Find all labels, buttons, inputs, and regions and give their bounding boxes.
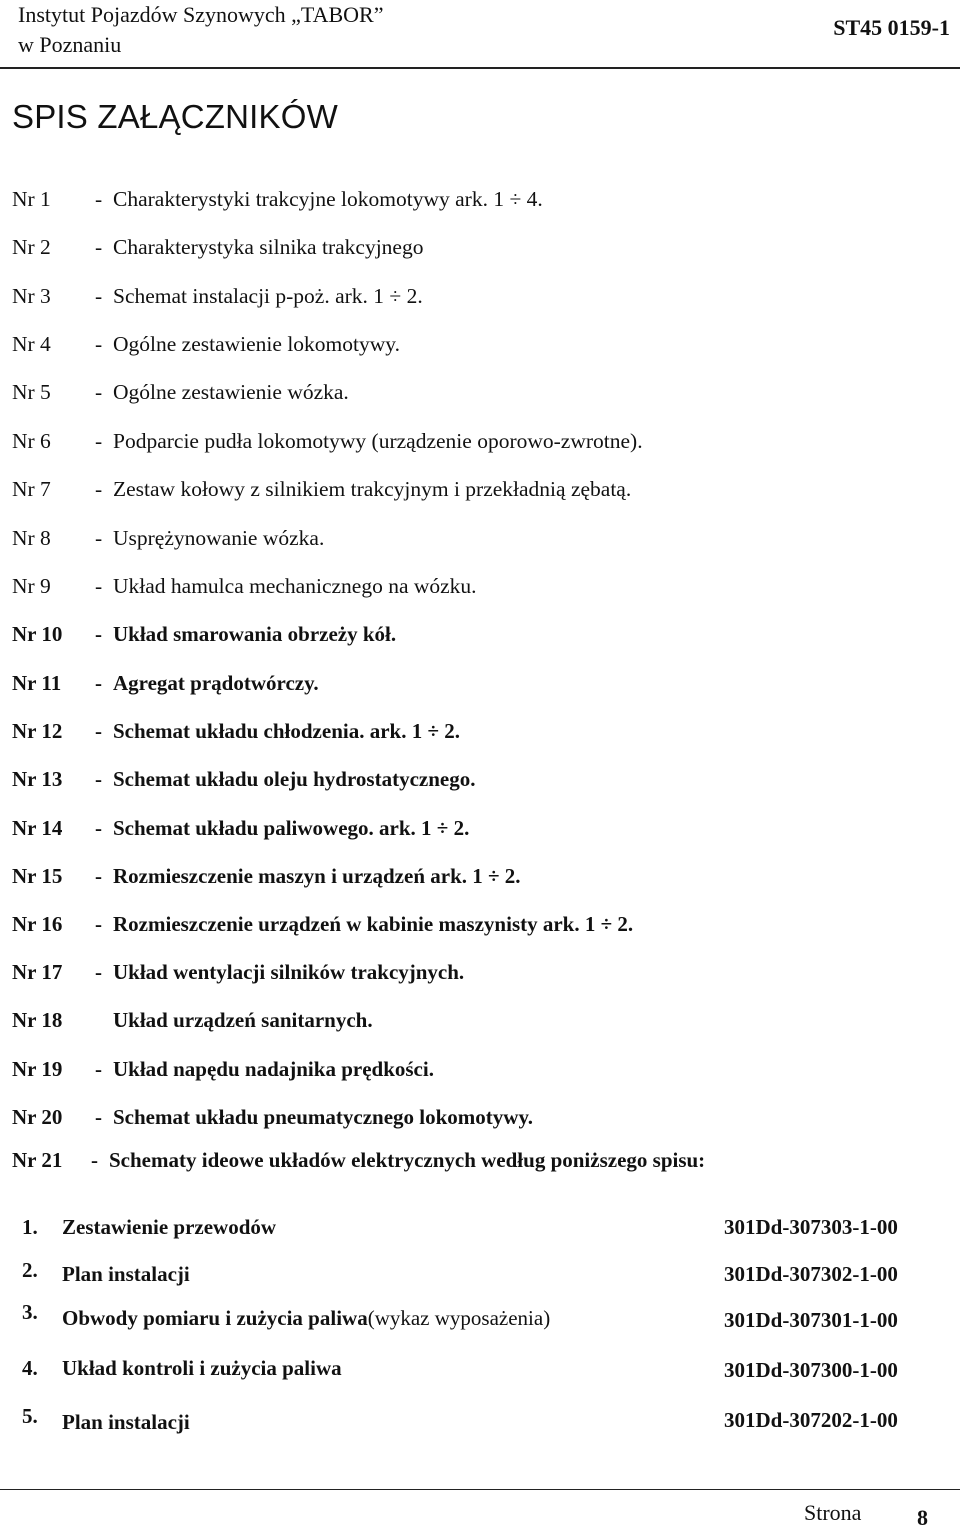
attachment-number: Nr 17 [12, 960, 63, 984]
attachment-number: Nr 7 [12, 477, 51, 501]
attachment-title: Schemat układu paliwowego. ark. 1 ÷ 2. [113, 816, 470, 840]
attachment-title: Schemat układu oleju hydrostatycznego. [113, 767, 476, 791]
attachment-title: Schemat instalacji p-poż. ark. 1 ÷ 2. [113, 284, 423, 308]
attachment-title: Schemat układu pneumatycznego lokomotywy. [113, 1105, 534, 1129]
attachment-number: Nr 6 [12, 429, 51, 453]
attachment-dash: - [95, 235, 103, 259]
schematic-code: 301Dd-307301-1-00 [724, 1308, 898, 1332]
attachment-dash: - [95, 332, 103, 356]
schematic-number: 5. [22, 1404, 38, 1428]
schematic-title [62, 1405, 190, 1439]
attachment-dash: - [95, 429, 103, 453]
attachment-dash: - [95, 864, 102, 888]
attachment-number: Nr 13 [12, 767, 63, 791]
attachment-title: Układ wentylacji silników trakcyjnych. [113, 960, 465, 984]
schematic-number: 2. [22, 1258, 38, 1282]
attachment-dash: - [95, 574, 103, 598]
attachment-number: Nr 20 [12, 1105, 63, 1129]
schematic-title-text: Obwody pomiaru i zużycia paliwa [62, 1306, 368, 1330]
attachment-title: Układ napędu nadajnika prędkości. [113, 1057, 434, 1081]
schematic-title [62, 1351, 342, 1385]
attachment-dash: - [95, 719, 102, 743]
attachment-number: Nr 18 [12, 1008, 63, 1032]
schematic-number: 4. [22, 1356, 38, 1380]
attachment-title: Agregat prądotwórczy. [113, 671, 319, 695]
attachment-dash: - [95, 912, 102, 936]
attachment-number: Nr 11 [12, 671, 62, 695]
schematic-title [62, 1301, 550, 1335]
document-code: ST45 0159-1 [833, 15, 950, 40]
attachment-dash: - [95, 380, 103, 404]
attachment-title: Schemat układu chłodzenia. ark. 1 ÷ 2. [113, 719, 460, 743]
attachment-number: Nr 2 [12, 235, 51, 259]
attachment-dash: - [95, 1105, 102, 1129]
attachment-dash: - [95, 477, 103, 501]
attachment-dash: - [95, 671, 102, 695]
page-label: Strona [804, 1500, 862, 1525]
attachment-title: Ogólne zestawienie lokomotywy. [113, 332, 400, 356]
attachment-title: Układ urządzeń sanitarnych. [113, 1008, 373, 1032]
footer-divider [0, 1489, 960, 1490]
schematic-code: 301Dd-307300-1-00 [724, 1358, 898, 1382]
schematic-title-note: (wykaz wyposażenia) [367, 1306, 551, 1330]
schematic-number: 3. [22, 1300, 38, 1324]
attachment-dash: - [95, 960, 102, 984]
schematic-title [62, 1210, 276, 1244]
attachment-number: Nr 14 [12, 816, 63, 840]
attachment-number: Nr 21 [12, 1148, 63, 1172]
schematic-title-text: Zestawienie przewodów [62, 1215, 277, 1239]
page-title: SPIS ZAŁĄCZNIKÓW [12, 98, 338, 135]
attachment-number: Nr 19 [12, 1057, 63, 1081]
attachment-number: Nr 8 [12, 526, 51, 550]
attachment-title: Zestaw kołowy z silnikiem trakcyjnym i przekładnią zębatą. [113, 477, 632, 501]
schematic-code: 301Dd-307303-1-00 [724, 1215, 898, 1239]
attachment-dash: - [95, 284, 103, 308]
attachment-dash: - [95, 622, 102, 646]
header-divider [0, 67, 960, 69]
schematic-title-text: Plan instalacji [62, 1262, 190, 1286]
attachment-title: Charakterystyka silnika trakcyjnego [113, 235, 424, 259]
attachment-dash: - [95, 767, 102, 791]
schematic-title-text: Plan instalacji [62, 1410, 190, 1434]
attachment-title: Usprężynowanie wózka. [113, 526, 325, 550]
attachment-dash: - [95, 816, 102, 840]
attachment-number: Nr 10 [12, 622, 63, 646]
attachment-title: Układ hamulca mechanicznego na wózku. [113, 574, 477, 598]
attachment-number: Nr 15 [12, 864, 63, 888]
attachment-number: Nr 5 [12, 380, 51, 404]
attachment-number: Nr 3 [12, 284, 51, 308]
attachment-title: Rozmieszczenie urządzeń w kabinie maszynisty ark. 1 ÷ 2. [113, 912, 634, 936]
attachment-title: Rozmieszczenie maszyn i urządzeń ark. 1 ÷ 2. [113, 864, 521, 888]
institute-line-2: w Poznaniu [18, 32, 122, 57]
attachment-title: Ogólne zestawienie wózka. [113, 380, 349, 404]
attachment-dash: - [95, 187, 103, 211]
schematic-code: 301Dd-307202-1-00 [724, 1408, 898, 1432]
schematic-title [62, 1257, 190, 1291]
schematic-number: 1. [22, 1215, 38, 1239]
attachment-number: Nr 9 [12, 574, 51, 598]
attachment-number: Nr 16 [12, 912, 63, 936]
attachment-title: Podparcie pudła lokomotywy (urządzenie oporowo-zwrotne). [113, 429, 643, 453]
attachment-dash: - [91, 1148, 98, 1172]
attachment-number: Nr 1 [12, 187, 51, 211]
attachment-dash: - [95, 526, 103, 550]
institute-name [18, 0, 383, 60]
schematic-title-text: Układ kontroli i zużycia paliwa [62, 1356, 342, 1380]
institute-line-1: Instytut Pojazdów Szynowych „TABOR” [18, 2, 384, 27]
schematic-code: 301Dd-307302-1-00 [724, 1262, 898, 1286]
attachment-number: Nr 12 [12, 719, 63, 743]
attachment-title: Schematy ideowe układów elektrycznych według poniższego spisu: [109, 1148, 706, 1172]
attachment-title: Układ smarowania obrzeży kół. [113, 622, 397, 646]
attachment-dash: - [95, 1057, 102, 1081]
attachment-number: Nr 4 [12, 332, 51, 356]
page-number: 8 [917, 1505, 928, 1530]
attachment-title: Charakterystyki trakcyjne lokomotywy ark. 1 ÷ 4. [113, 187, 543, 211]
